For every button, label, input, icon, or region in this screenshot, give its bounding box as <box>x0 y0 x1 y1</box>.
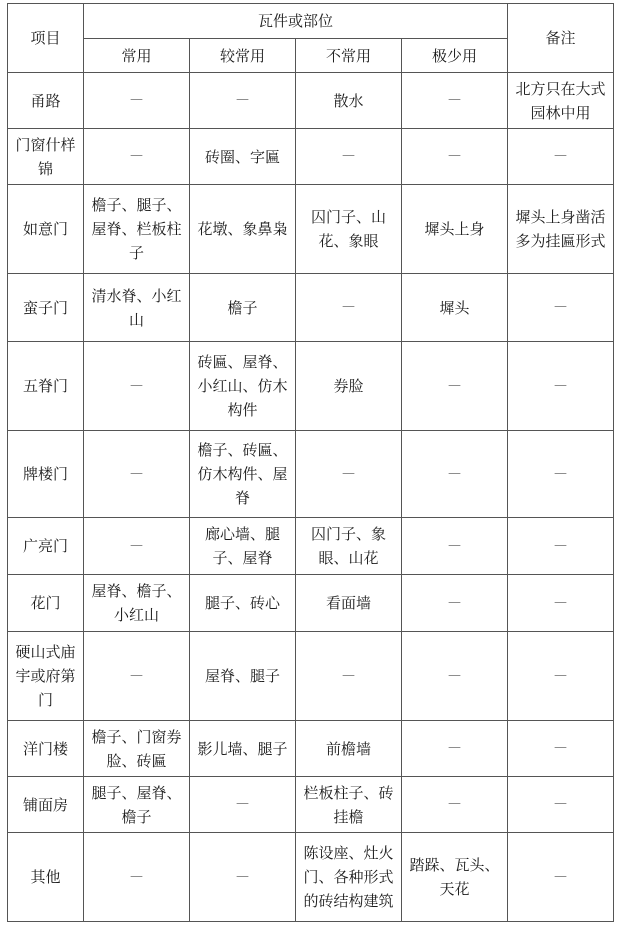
row-item: 洋门楼 <box>8 721 84 777</box>
fairly-common-cell: 砖圈、字匾 <box>190 129 296 185</box>
table-body <box>8 73 614 922</box>
remarks-cell: — <box>508 777 614 833</box>
common-cell: — <box>84 129 190 185</box>
header-common: 常用 <box>84 39 190 73</box>
fairly-common-cell: 檐子 <box>190 274 296 342</box>
common-cell: — <box>84 431 190 518</box>
rare-cell: — <box>402 777 508 833</box>
fairly-common-cell: 花墩、象鼻枭 <box>190 185 296 274</box>
table-row <box>8 185 614 274</box>
rare-cell: — <box>402 342 508 431</box>
row-item: 五脊门 <box>8 342 84 431</box>
remarks-cell: — <box>508 632 614 721</box>
rare-cell: 墀头 <box>402 274 508 342</box>
row-item: 蛮子门 <box>8 274 84 342</box>
row-item: 铺面房 <box>8 777 84 833</box>
common-cell: — <box>84 342 190 431</box>
rare-cell: 墀头上身 <box>402 185 508 274</box>
header-remarks: 备注 <box>508 4 614 73</box>
uncommon-cell: 券脸 <box>296 342 402 431</box>
fairly-common-cell: 影儿墙、腿子 <box>190 721 296 777</box>
uncommon-cell: 散水 <box>296 73 402 129</box>
rare-cell: — <box>402 73 508 129</box>
fairly-common-cell: — <box>190 833 296 922</box>
uncommon-cell: — <box>296 431 402 518</box>
rare-cell: — <box>402 575 508 632</box>
uncommon-cell: — <box>296 129 402 185</box>
table-row <box>8 833 614 922</box>
uncommon-cell: 囚门子、山花、象眼 <box>296 185 402 274</box>
header-item: 项目 <box>8 4 84 73</box>
fairly-common-cell: — <box>190 73 296 129</box>
common-cell: 檐子、门窗券脸、砖匾 <box>84 721 190 777</box>
common-cell: — <box>84 632 190 721</box>
row-item: 花门 <box>8 575 84 632</box>
remarks-cell: 北方只在大式园林中用 <box>508 73 614 129</box>
row-item: 硬山式庙宇或府第门 <box>8 632 84 721</box>
common-cell: 清水脊、小红山 <box>84 274 190 342</box>
header-fairly-common: 较常用 <box>190 39 296 73</box>
row-item: 其他 <box>8 833 84 922</box>
row-item: 甬路 <box>8 73 84 129</box>
common-cell: 屋脊、檐子、小红山 <box>84 575 190 632</box>
fairly-common-cell: 屋脊、腿子 <box>190 632 296 721</box>
fairly-common-cell: — <box>190 777 296 833</box>
remarks-cell: — <box>508 274 614 342</box>
uncommon-cell: — <box>296 274 402 342</box>
uncommon-cell: 看面墙 <box>296 575 402 632</box>
rare-cell: — <box>402 431 508 518</box>
remarks-cell: — <box>508 342 614 431</box>
remarks-cell: — <box>508 431 614 518</box>
common-cell: — <box>84 833 190 922</box>
table-row <box>8 129 614 185</box>
masonry-usage-table <box>7 3 614 922</box>
header-group: 瓦件或部位 <box>84 4 508 39</box>
row-item: 如意门 <box>8 185 84 274</box>
uncommon-cell: 前檐墙 <box>296 721 402 777</box>
row-item: 牌楼门 <box>8 431 84 518</box>
uncommon-cell: 栏板柱子、砖挂檐 <box>296 777 402 833</box>
fairly-common-cell: 廊心墙、腿子、屋脊 <box>190 518 296 575</box>
header-rare: 极少用 <box>402 39 508 73</box>
table-row <box>8 777 614 833</box>
fairly-common-cell: 檐子、砖匾、仿木构件、屋脊 <box>190 431 296 518</box>
remarks-cell: — <box>508 518 614 575</box>
table-row <box>8 632 614 721</box>
remarks-cell: — <box>508 833 614 922</box>
common-cell: 腿子、屋脊、檐子 <box>84 777 190 833</box>
rare-cell: — <box>402 721 508 777</box>
remarks-cell: 墀头上身凿活多为挂匾形式 <box>508 185 614 274</box>
remarks-cell: — <box>508 575 614 632</box>
uncommon-cell: — <box>296 632 402 721</box>
table-row <box>8 575 614 632</box>
rare-cell: 踏跺、瓦头、天花 <box>402 833 508 922</box>
common-cell: 檐子、腿子、屋脊、栏板柱子 <box>84 185 190 274</box>
common-cell: — <box>84 73 190 129</box>
row-item: 广亮门 <box>8 518 84 575</box>
table-header <box>8 4 614 73</box>
uncommon-cell: 陈设座、灶火门、各种形式的砖结构建筑 <box>296 833 402 922</box>
fairly-common-cell: 腿子、砖心 <box>190 575 296 632</box>
table-row <box>8 73 614 129</box>
table-row <box>8 721 614 777</box>
table-row <box>8 431 614 518</box>
remarks-cell: — <box>508 129 614 185</box>
table-row <box>8 518 614 575</box>
uncommon-cell: 囚门子、象眼、山花 <box>296 518 402 575</box>
header-uncommon: 不常用 <box>296 39 402 73</box>
fairly-common-cell: 砖匾、屋脊、小红山、仿木构件 <box>190 342 296 431</box>
rare-cell: — <box>402 632 508 721</box>
row-item: 门窗什样锦 <box>8 129 84 185</box>
header-row-top <box>8 4 614 39</box>
rare-cell: — <box>402 518 508 575</box>
table-row <box>8 274 614 342</box>
common-cell: — <box>84 518 190 575</box>
table-row <box>8 342 614 431</box>
remarks-cell: — <box>508 721 614 777</box>
rare-cell: — <box>402 129 508 185</box>
